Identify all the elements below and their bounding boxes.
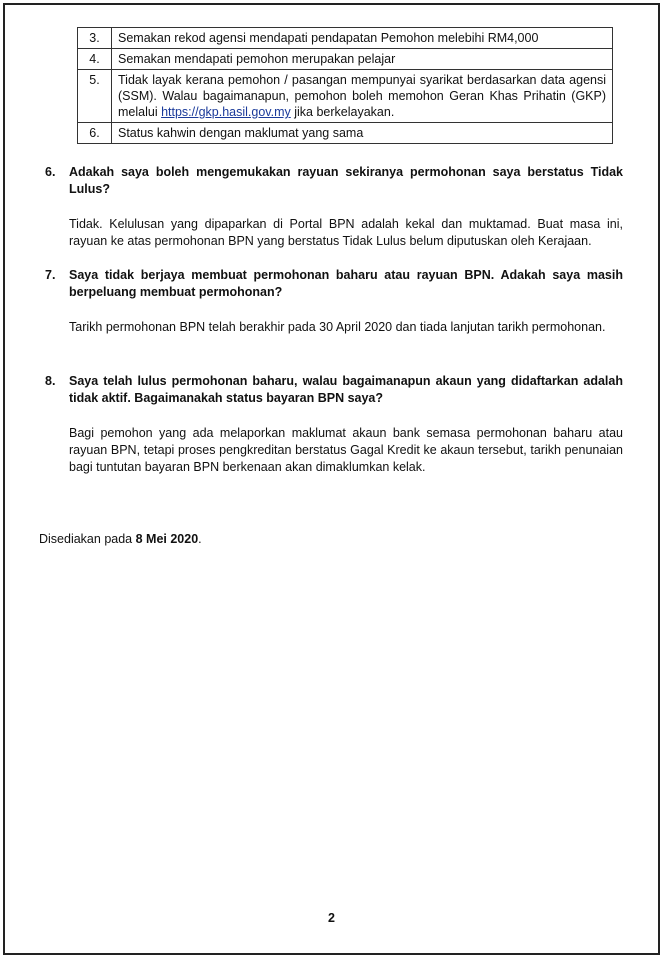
prepared-end: .: [198, 532, 202, 546]
table-row: [78, 28, 613, 49]
row-number: 6.: [78, 123, 112, 144]
question-text: Adakah saya boleh mengemukakan rayuan sekiranya permohonan saya berstatus Tidak Lulus?: [69, 165, 623, 196]
row-number: 4.: [78, 49, 112, 70]
row-text: Status kahwin dengan maklumat yang sama: [112, 123, 613, 144]
faq-item-7: [45, 267, 623, 336]
faq-question: [45, 164, 623, 198]
page-number: 2: [328, 911, 335, 925]
question-text: Saya telah lulus permohonan baharu, walau bagaimanapun akaun yang didaftarkan adalah tidak aktif. Bagaimanakah status bayaran BPN saya?: [69, 374, 623, 405]
gkp-link[interactable]: https://gkp.hasil.gov.my: [161, 105, 291, 119]
row-text-after: jika berkelayakan.: [290, 105, 395, 119]
row-text-before: Tidak layak kerana pemohon / pasangan mempunyai syarikat berdasarkan data agensi (SSM). Walau bagaimanapun, pemohon boleh memohon Geran Khas Prihatin (GKP) melalui: [118, 73, 606, 119]
faq-item-6: [45, 164, 623, 250]
faq-question: [45, 267, 623, 301]
prepared-date-line: [39, 532, 202, 546]
faq-answer: Tarikh permohonan BPN telah berakhir pada 30 April 2020 dan tiada lanjutan tarikh permohonan.: [69, 320, 606, 334]
reasons-table: [77, 27, 613, 144]
prepared-label: Disediakan pada: [39, 532, 136, 546]
row-text: Semakan mendapati pemohon merupakan pelajar: [112, 49, 613, 70]
row-number: 5.: [78, 70, 112, 123]
document-page: [3, 3, 660, 955]
prepared-date: 8 Mei 2020: [135, 532, 199, 546]
question-number: 6.: [45, 165, 56, 179]
faq-answer: Bagi pemohon yang ada melaporkan maklumat akaun bank semasa permohonan baharu atau rayuan BPN, tetapi proses pengkreditan berstatus Gagal Kredit ke akaun tersebut, tarikh penunaian bagi tuntutan bayaran BPN berkenaan akan dimaklumkan kelak.: [69, 426, 623, 474]
faq-answer: Tidak. Kelulusan yang dipaparkan di Portal BPN adalah kekal dan muktamad. Buat masa ini, rayuan ke atas permohonan BPN yang berstatus Tidak Lulus belum diputuskan oleh Kerajaan.: [69, 217, 623, 248]
question-number: 8.: [45, 374, 56, 388]
row-text: Semakan rekod agensi mendapati pendapatan Pemohon melebihi RM4,000: [112, 28, 613, 49]
question-text: Saya tidak berjaya membuat permohonan baharu atau rayuan BPN. Adakah saya masih berpeluang membuat permohonan?: [69, 268, 623, 299]
table-row: [78, 49, 613, 70]
question-number: 7.: [45, 268, 56, 282]
faq-question: [45, 373, 623, 407]
row-text: [112, 70, 613, 123]
row-number: 3.: [78, 28, 112, 49]
faq-item-8: [45, 373, 623, 476]
table-row: [78, 123, 613, 144]
table-row: [78, 70, 613, 123]
